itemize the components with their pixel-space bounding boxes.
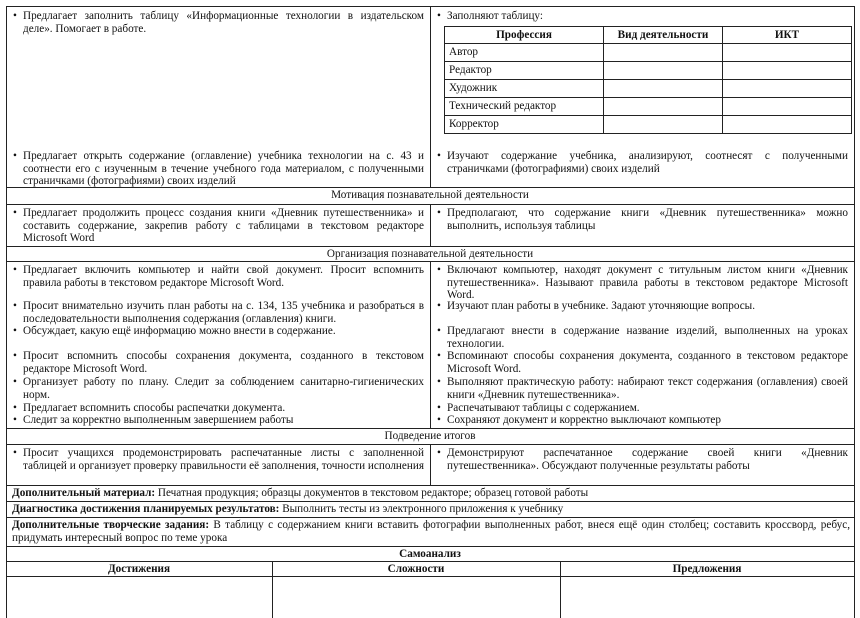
ikt-table bbox=[444, 26, 852, 134]
profession-cell: Редактор bbox=[445, 62, 604, 80]
top-left-cell bbox=[12, 10, 424, 35]
diagnostics: Диагностика достижения планируемых результатов: Выполнить тесты из электронного приложения к учебнику bbox=[12, 503, 564, 515]
table-row bbox=[445, 116, 852, 134]
column-header: ИКТ bbox=[723, 27, 852, 44]
section-heading-summary: Подведение итогов bbox=[384, 430, 476, 442]
section-heading-motivation: Мотивация познавательной деятельности bbox=[331, 189, 529, 201]
contents-right: • Изучают содержание учебника, анализируют, соотнесят с полученными страничками (фотографиями) своих изделий bbox=[436, 150, 848, 175]
summary-left: • Просит учащихся продемонстрировать распечатанные листы с заполненной таблицей и организует проверку правильности её заполнения, точности исполнения bbox=[12, 447, 424, 472]
column-difficulties: Сложности bbox=[387, 563, 445, 575]
profession-cell: Корректор bbox=[445, 116, 604, 134]
table-row bbox=[445, 98, 852, 116]
org-left-item: • Предлагает вспомнить способы распечатки документа. bbox=[12, 402, 424, 415]
section-heading-organization: Организация познавательной деятельности bbox=[326, 248, 534, 260]
table-row bbox=[445, 44, 852, 62]
org-right-item: • Сохраняют документ и корректно выключают компьютер bbox=[436, 414, 848, 427]
contents-left: • Предлагает открыть содержание (оглавление) учебника технологии на с. 43 и соотнести его с изученным в течение учебного года материалом, с полученными страничками (фотографиями) своих изделий bbox=[12, 150, 424, 188]
column-achievements: Достижения bbox=[107, 563, 171, 575]
top-right-intro: • Заполняют таблицу: bbox=[436, 10, 848, 23]
profession-cell: Автор bbox=[445, 44, 604, 62]
creative-tasks: Дополнительные творческие задания: В таблицу с содержанием книги вставить фотографии выполненных работ, внеся ещё один столбец; составить кроссворд, ребус, придумать интересный вопрос по теме урока bbox=[12, 519, 850, 544]
summary-right: • Демонстрируют распечатанное содержание своей книги «Дневник путешественника». Обсуждают полученные результаты работы bbox=[436, 447, 848, 472]
profession-cell: Художник bbox=[445, 80, 604, 98]
motivation-right: • Предполагают, что содержание книги «Дневник путешественника» можно выполнить, используя таблицы bbox=[436, 207, 848, 232]
motivation-left: • Предлагает продолжить процесс создания книги «Дневник путешественника» и составить содержание, закрепив работу с таблицами в текстовом редакторе Microsoft Word bbox=[12, 207, 424, 245]
org-right-item: • Изучают план работы в учебнике. Задают уточняющие вопросы. bbox=[436, 300, 848, 313]
org-left-item: • Предлагает включить компьютер и найти свой документ. Просит вспомнить правила работы в текстовом редакторе Microsoft Word. bbox=[12, 264, 424, 289]
column-header: Вид деятельности bbox=[604, 27, 723, 44]
org-left-item: • Просит вспомнить способы сохранения документа, созданного в текстовом редакторе Microsoft Word. bbox=[12, 350, 424, 375]
column-header: Профессия bbox=[445, 27, 604, 44]
extra-material: Дополнительный материал: Печатная продукция; образцы документов в текстовом редакторе; образец готовой работы bbox=[12, 487, 589, 499]
org-left-item: • Организует работу по плану. Следит за соблюдением санитарно-гигиенических норм. bbox=[12, 376, 424, 401]
list-item: • Предлагает заполнить таблицу «Информационные технологии в издательском деле». Помогает в работе. bbox=[12, 10, 424, 35]
self-analysis-title: Самоанализ bbox=[399, 548, 461, 560]
column-suggestions: Предложения bbox=[672, 563, 742, 575]
org-right-item: • Предлагают внести в содержание название изделий, выполненных на уроках технологии. bbox=[436, 325, 848, 350]
org-left-item: • Просит внимательно изучить план работы на с. 134, 135 учебника и разобраться в последовательности выполнения содержания (оглавления) книги. bbox=[12, 300, 424, 325]
org-right-item: • Распечатывают таблицы с содержанием. bbox=[436, 402, 848, 415]
org-right-item: • Включают компьютер, находят документ с титульным листом книги «Дневник путешественника». Называют правила работы в текстовом редакторе Microsoft Word. bbox=[436, 264, 848, 302]
profession-cell: Технический редактор bbox=[445, 98, 604, 116]
table-row bbox=[445, 80, 852, 98]
org-left-item: • Следит за корректно выполненным завершением работы bbox=[12, 414, 424, 427]
org-right-item: • Выполняют практическую работу: набирают текст содержания (оглавления) своей книги «Дневник путешественника». bbox=[436, 376, 848, 401]
table-header-row bbox=[445, 27, 852, 44]
org-right-item: • Вспоминают способы сохранения документа, созданного в текстовом редакторе Microsoft Word. bbox=[436, 350, 848, 375]
org-left-item: • Обсуждает, какую ещё информацию можно внести в содержание. bbox=[12, 325, 424, 338]
table-row bbox=[445, 62, 852, 80]
